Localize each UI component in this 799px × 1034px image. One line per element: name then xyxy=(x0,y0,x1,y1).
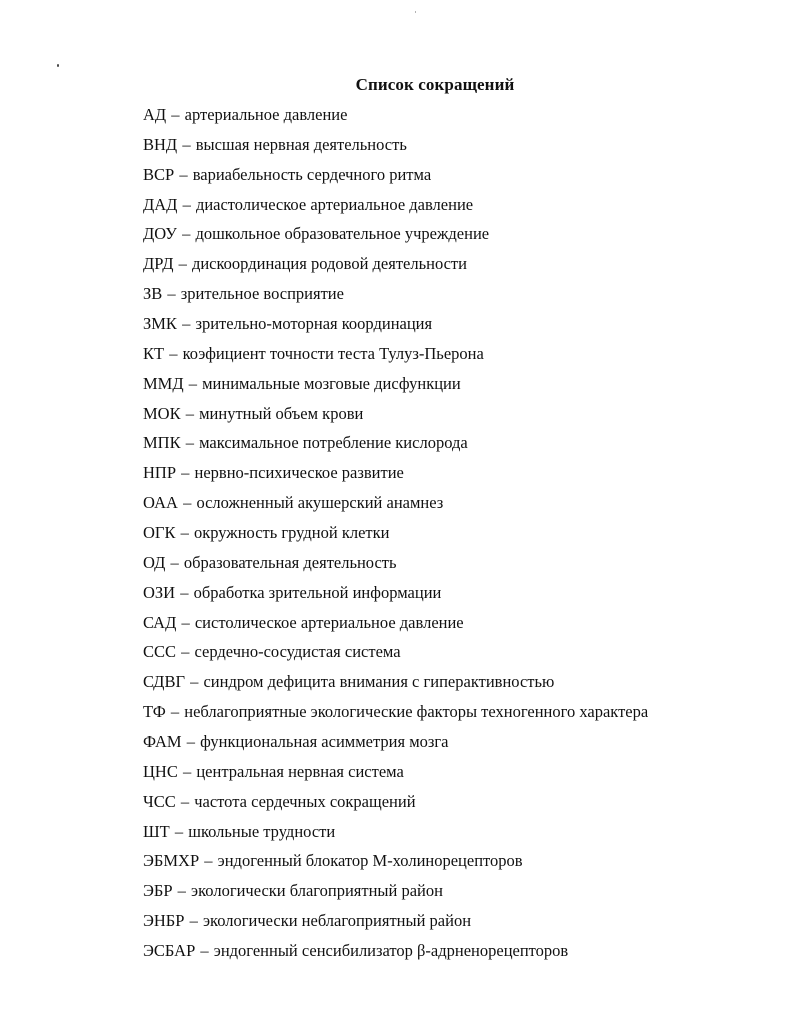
entry-dash: – xyxy=(182,224,191,244)
abbreviation-definition: окружность грудной клетки xyxy=(193,523,390,543)
abbreviation-entry xyxy=(143,134,648,164)
abbreviation-entry xyxy=(143,522,648,552)
page-title: Список сокращений xyxy=(355,75,515,94)
abbreviation-definition: артериальное давление xyxy=(184,105,348,124)
abbreviation-term: ЦНС xyxy=(143,761,178,781)
abbreviation-entry xyxy=(143,910,648,940)
abbreviation-definition: экологически неблагоприятный район xyxy=(202,911,472,931)
scan-speck xyxy=(57,64,59,67)
entry-dash: – xyxy=(182,194,191,214)
abbreviation-definition: эндогенный блокатор М-холинорецепторов xyxy=(217,851,523,871)
abbreviation-term: ДРД xyxy=(143,254,174,274)
abbreviation-definition: диастолическое артериальное давление xyxy=(195,194,474,214)
abbreviation-term: МОК xyxy=(143,403,181,423)
abbreviation-definition: эндогенный сенсибилизатор β-адрненорецепторов xyxy=(213,941,569,961)
abbreviation-term: ДОУ xyxy=(143,224,177,244)
entry-dash: – xyxy=(185,433,194,453)
scan-speck xyxy=(415,11,416,13)
abbreviation-entry xyxy=(143,104,648,134)
abbreviation-entry xyxy=(143,223,648,253)
entry-dash: – xyxy=(180,523,189,543)
entry-dash: – xyxy=(180,791,190,811)
abbreviation-definition: дошкольное образовательное учреждение xyxy=(195,224,490,244)
abbreviation-entry xyxy=(143,940,648,970)
abbreviation-term: СДВГ xyxy=(143,672,185,692)
abbreviation-definition: коэфициент точности теста Тулуз-Пьерона xyxy=(182,343,484,363)
abbreviation-list xyxy=(143,104,648,970)
abbreviation-entry xyxy=(143,164,648,194)
entry-dash: – xyxy=(181,612,190,632)
abbreviation-entry xyxy=(143,373,648,403)
abbreviation-entry xyxy=(143,492,648,522)
abbreviation-entry xyxy=(143,821,648,851)
abbreviation-entry xyxy=(143,283,648,313)
entry-dash: – xyxy=(178,254,187,274)
abbreviation-term: НПР xyxy=(143,463,177,483)
abbreviation-entry xyxy=(143,850,648,880)
abbreviation-term: ММД xyxy=(143,373,184,393)
abbreviation-entry xyxy=(143,791,648,821)
entry-dash: – xyxy=(169,343,178,363)
abbreviation-definition: образовательная деятельность xyxy=(183,552,397,572)
entry-dash: – xyxy=(174,821,184,841)
abbreviation-definition: центральная нервная система xyxy=(196,761,404,781)
abbreviation-definition: функциональная асимметрия мозга xyxy=(200,732,449,752)
abbreviation-definition: школьные трудности xyxy=(188,821,336,841)
abbreviation-term: ЗМК xyxy=(143,314,177,334)
entry-dash: – xyxy=(170,552,179,572)
abbreviation-entry xyxy=(143,731,648,761)
abbreviation-term: ЭНБР xyxy=(143,911,185,931)
abbreviation-definition: синдром дефицита внимания с гиперактивностью xyxy=(203,672,555,692)
abbreviation-term: ШТ xyxy=(143,821,170,841)
abbreviation-term: АД xyxy=(143,105,167,124)
abbreviation-entry xyxy=(143,432,648,462)
entry-dash: – xyxy=(182,761,192,781)
abbreviation-term: ОД xyxy=(143,552,166,572)
entry-dash: – xyxy=(204,851,213,871)
abbreviation-entry xyxy=(143,880,648,910)
abbreviation-term: ЭСБАР xyxy=(143,941,196,961)
entry-dash: – xyxy=(180,582,189,602)
abbreviation-definition: осложненный акушерский анамнез xyxy=(196,493,444,513)
abbreviation-entry xyxy=(143,582,648,612)
abbreviation-term: ЗВ xyxy=(143,284,163,304)
abbreviation-entry xyxy=(143,462,648,492)
abbreviation-entry xyxy=(143,701,648,731)
abbreviation-entry xyxy=(143,343,648,373)
abbreviation-entry xyxy=(143,641,648,671)
abbreviation-definition: максимальное потребление кислорода xyxy=(199,433,468,453)
abbreviation-definition: сердечно-сосудистая система xyxy=(194,642,401,662)
abbreviation-term: ССС xyxy=(143,642,177,662)
abbreviation-definition: высшая нервная деятельность xyxy=(195,134,407,154)
abbreviation-entry xyxy=(143,403,648,433)
entry-dash: – xyxy=(190,672,199,692)
abbreviation-definition: дискоординация родовой деятельности xyxy=(191,254,467,274)
abbreviation-term: ЭБМХР xyxy=(143,851,200,871)
abbreviation-term: КТ xyxy=(143,343,165,363)
entry-dash: – xyxy=(188,373,197,393)
abbreviation-term: ФАМ xyxy=(143,732,182,752)
abbreviation-entry xyxy=(143,253,648,283)
abbreviation-term: ТФ xyxy=(143,702,166,722)
entry-dash: – xyxy=(189,911,198,931)
entry-dash: – xyxy=(171,105,180,124)
entry-dash: – xyxy=(182,134,191,154)
abbreviation-definition: зрительное восприятие xyxy=(180,284,344,304)
abbreviation-term: САД xyxy=(143,612,177,632)
abbreviation-entry xyxy=(143,761,648,791)
abbreviation-term: ОГК xyxy=(143,523,176,543)
abbreviation-definition: экологически благоприятный район xyxy=(191,881,443,901)
entry-dash: – xyxy=(185,403,194,423)
entry-dash: – xyxy=(183,493,192,513)
abbreviation-definition: неблагоприятные экологические факторы техногенного характера xyxy=(184,702,649,722)
abbreviation-term: ДАД xyxy=(143,194,178,214)
abbreviation-term: МПК xyxy=(143,433,181,453)
abbreviation-term: ЭБР xyxy=(143,881,173,901)
abbreviation-entry xyxy=(143,612,648,642)
entry-dash: – xyxy=(167,284,176,304)
abbreviation-term: ВСР xyxy=(143,164,175,184)
entry-dash: – xyxy=(170,702,180,722)
abbreviation-definition: минутный объем крови xyxy=(199,403,364,423)
abbreviation-term: ВНД xyxy=(143,134,178,154)
entry-dash: – xyxy=(177,881,186,901)
entry-dash: – xyxy=(186,732,195,752)
entry-dash: – xyxy=(182,314,191,334)
entry-dash: – xyxy=(200,941,209,961)
abbreviation-entry xyxy=(143,313,648,343)
abbreviation-entry xyxy=(143,552,648,582)
entry-dash: – xyxy=(181,463,190,483)
abbreviation-entry xyxy=(143,671,648,701)
abbreviation-definition: частота сердечных сокращений xyxy=(194,791,416,811)
abbreviation-definition: вариабельность сердечного ритма xyxy=(192,164,432,184)
entry-dash: – xyxy=(179,164,188,184)
abbreviation-definition: нервно-психическое развитие xyxy=(194,463,404,483)
abbreviation-term: ОАА xyxy=(143,493,178,513)
abbreviation-term: ОЗИ xyxy=(143,582,176,602)
entry-dash: – xyxy=(181,642,190,662)
abbreviation-definition: систолическое артериальное давление xyxy=(194,612,464,632)
abbreviation-definition: минимальные мозговые дисфункции xyxy=(202,373,461,393)
abbreviation-entry xyxy=(143,194,648,224)
abbreviation-term: ЧСС xyxy=(143,791,176,811)
abbreviation-definition: зрительно-моторная координация xyxy=(195,314,433,334)
abbreviation-definition: обработка зрительной информации xyxy=(193,582,442,602)
